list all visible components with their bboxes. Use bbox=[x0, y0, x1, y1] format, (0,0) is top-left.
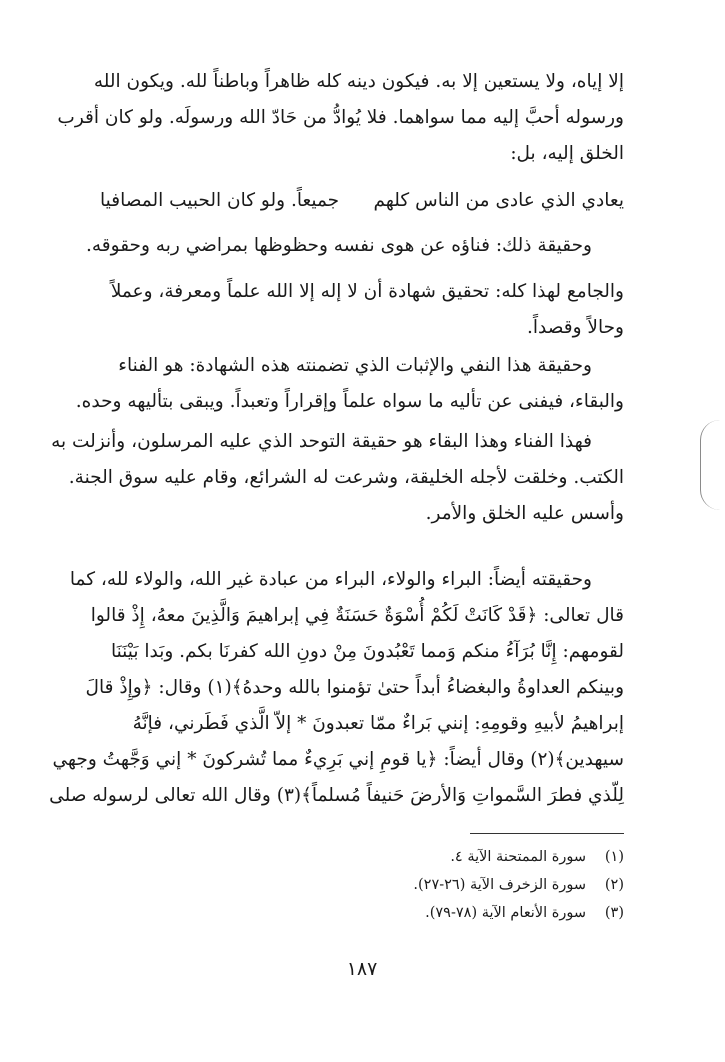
text-line: لقومهم: إِنَّا بُرَآءُ منكم وَمما تَعْبُدونَ مِنْ دونِ الله كفرنَا بكم. وبَدا بَيْنَنَا bbox=[110, 641, 624, 662]
binding-edge bbox=[700, 420, 725, 510]
text-line: لِلّذي فطرَ السَّمواتِ وَالأرضَ حَنيفاً مُسلماً﴾(٣) وقال الله تعالى لرسوله صلى bbox=[49, 785, 624, 806]
paragraph-negation-affirmation bbox=[75, 348, 624, 420]
footnote-text: سورة الأنعام الآية (٧٨-٧٩). bbox=[425, 905, 586, 921]
paragraph-fana-baqa bbox=[51, 424, 624, 532]
footnote-number: (٣) bbox=[604, 905, 624, 921]
text-line: وأسس عليه الخلق والأمر. bbox=[425, 503, 624, 524]
text-line: والبقاء، فيفنى عن تأليه ما سواه علماً وإقراراً وتعبداً. ويبقى بتأليهه وحده. bbox=[75, 391, 624, 412]
text-line: والجامع لهذا كله: تحقيق شهادة أن لا إله إلا الله علماً ومعرفة، وعملاً bbox=[110, 281, 624, 302]
text-line: إبراهيمُ لأبيهِ وقومِهِ: إنني بَراءٌ ممّا تعبدونَ * إلاّ الَّذي فَطَرني، فإنَّهُ bbox=[132, 713, 624, 734]
paragraph-bara-wala bbox=[49, 562, 624, 814]
paragraph-love-of-allah bbox=[57, 64, 624, 172]
text-line: ورسوله أحبَّ إليه مما سواهما. فلا يُوادُّ من حَادّ الله ورسولَه. ولو كان أقرب bbox=[57, 107, 624, 128]
footnote-1 bbox=[324, 845, 624, 869]
text-line: قال تعالى: ﴿قَدْ كَانَتْ لَكُمْ أُسْوَةٌ حَسَنَةٌ فِي إبراهيمَ وَالَّذِينَ معهُ، إِذْ قالوا bbox=[90, 605, 624, 626]
footnote-3 bbox=[324, 901, 624, 925]
footnote-divider bbox=[470, 833, 624, 834]
text-line: فهذا الفناء وهذا البقاء هو حقيقة التوحد الذي عليه المرسلون، وأنزلت به bbox=[51, 431, 592, 452]
text-line: وحالاً وقصداً. bbox=[527, 317, 624, 338]
text-line: وحقيقته أيضاً: البراء والولاء، البراء من عبادة غير الله، والولاء لله، كما bbox=[69, 569, 592, 590]
footnote-text: سورة الممتحنة الآية ٤. bbox=[450, 849, 586, 865]
paragraph-reality bbox=[86, 228, 624, 264]
footnote-number: (١) bbox=[604, 849, 624, 865]
text-line: وحقيقة هذا النفي والإثبات الذي تضمنته هذه الشهادة: هو الفناء bbox=[118, 355, 592, 376]
page-number: ١٨٧ bbox=[346, 958, 378, 980]
footnote-2 bbox=[324, 873, 624, 897]
footnote-text: سورة الزخرف الآية (٢٦-٢٧). bbox=[413, 877, 586, 893]
text-line: وبينكم العداوةُ والبغضاءُ أبداً حتىٰ تؤمنوا بالله وحدهُ﴾(١) وقال: ﴿وإِذْ قالَ bbox=[85, 677, 624, 698]
text-line: الكتب. وخلقت لأجله الخليقة، وشرعت له الشرائع، وقام عليه سوق الجنة. bbox=[68, 467, 624, 488]
text-line: الخلق إليه، بل: bbox=[510, 143, 624, 164]
text-line: وحقيقة ذلك: فناؤه عن هوى نفسه وحظوظها بمراضي ربه وحقوقه. bbox=[86, 235, 592, 256]
poetry-verse bbox=[100, 183, 624, 219]
text-line: إلا إياه، ولا يستعين إلا به. فيكون دينه كله ظاهراً وباطناً لله. ويكون الله bbox=[93, 71, 624, 92]
paragraph-summary bbox=[100, 274, 624, 346]
verse-second-hemistich: جميعاً. ولو كان الحبيب المصافيا bbox=[100, 190, 340, 211]
footnote-number: (٢) bbox=[604, 877, 624, 893]
verse-first-hemistich: يعادي الذي عادى من الناس كلهم bbox=[373, 190, 624, 211]
text-line: سيهدين﴾(٢) وقال أيضاً: ﴿يا قومِ إني بَرِيءٌ مما تُشركونَ * إني وَجَّهتُ وجهي bbox=[52, 749, 624, 770]
